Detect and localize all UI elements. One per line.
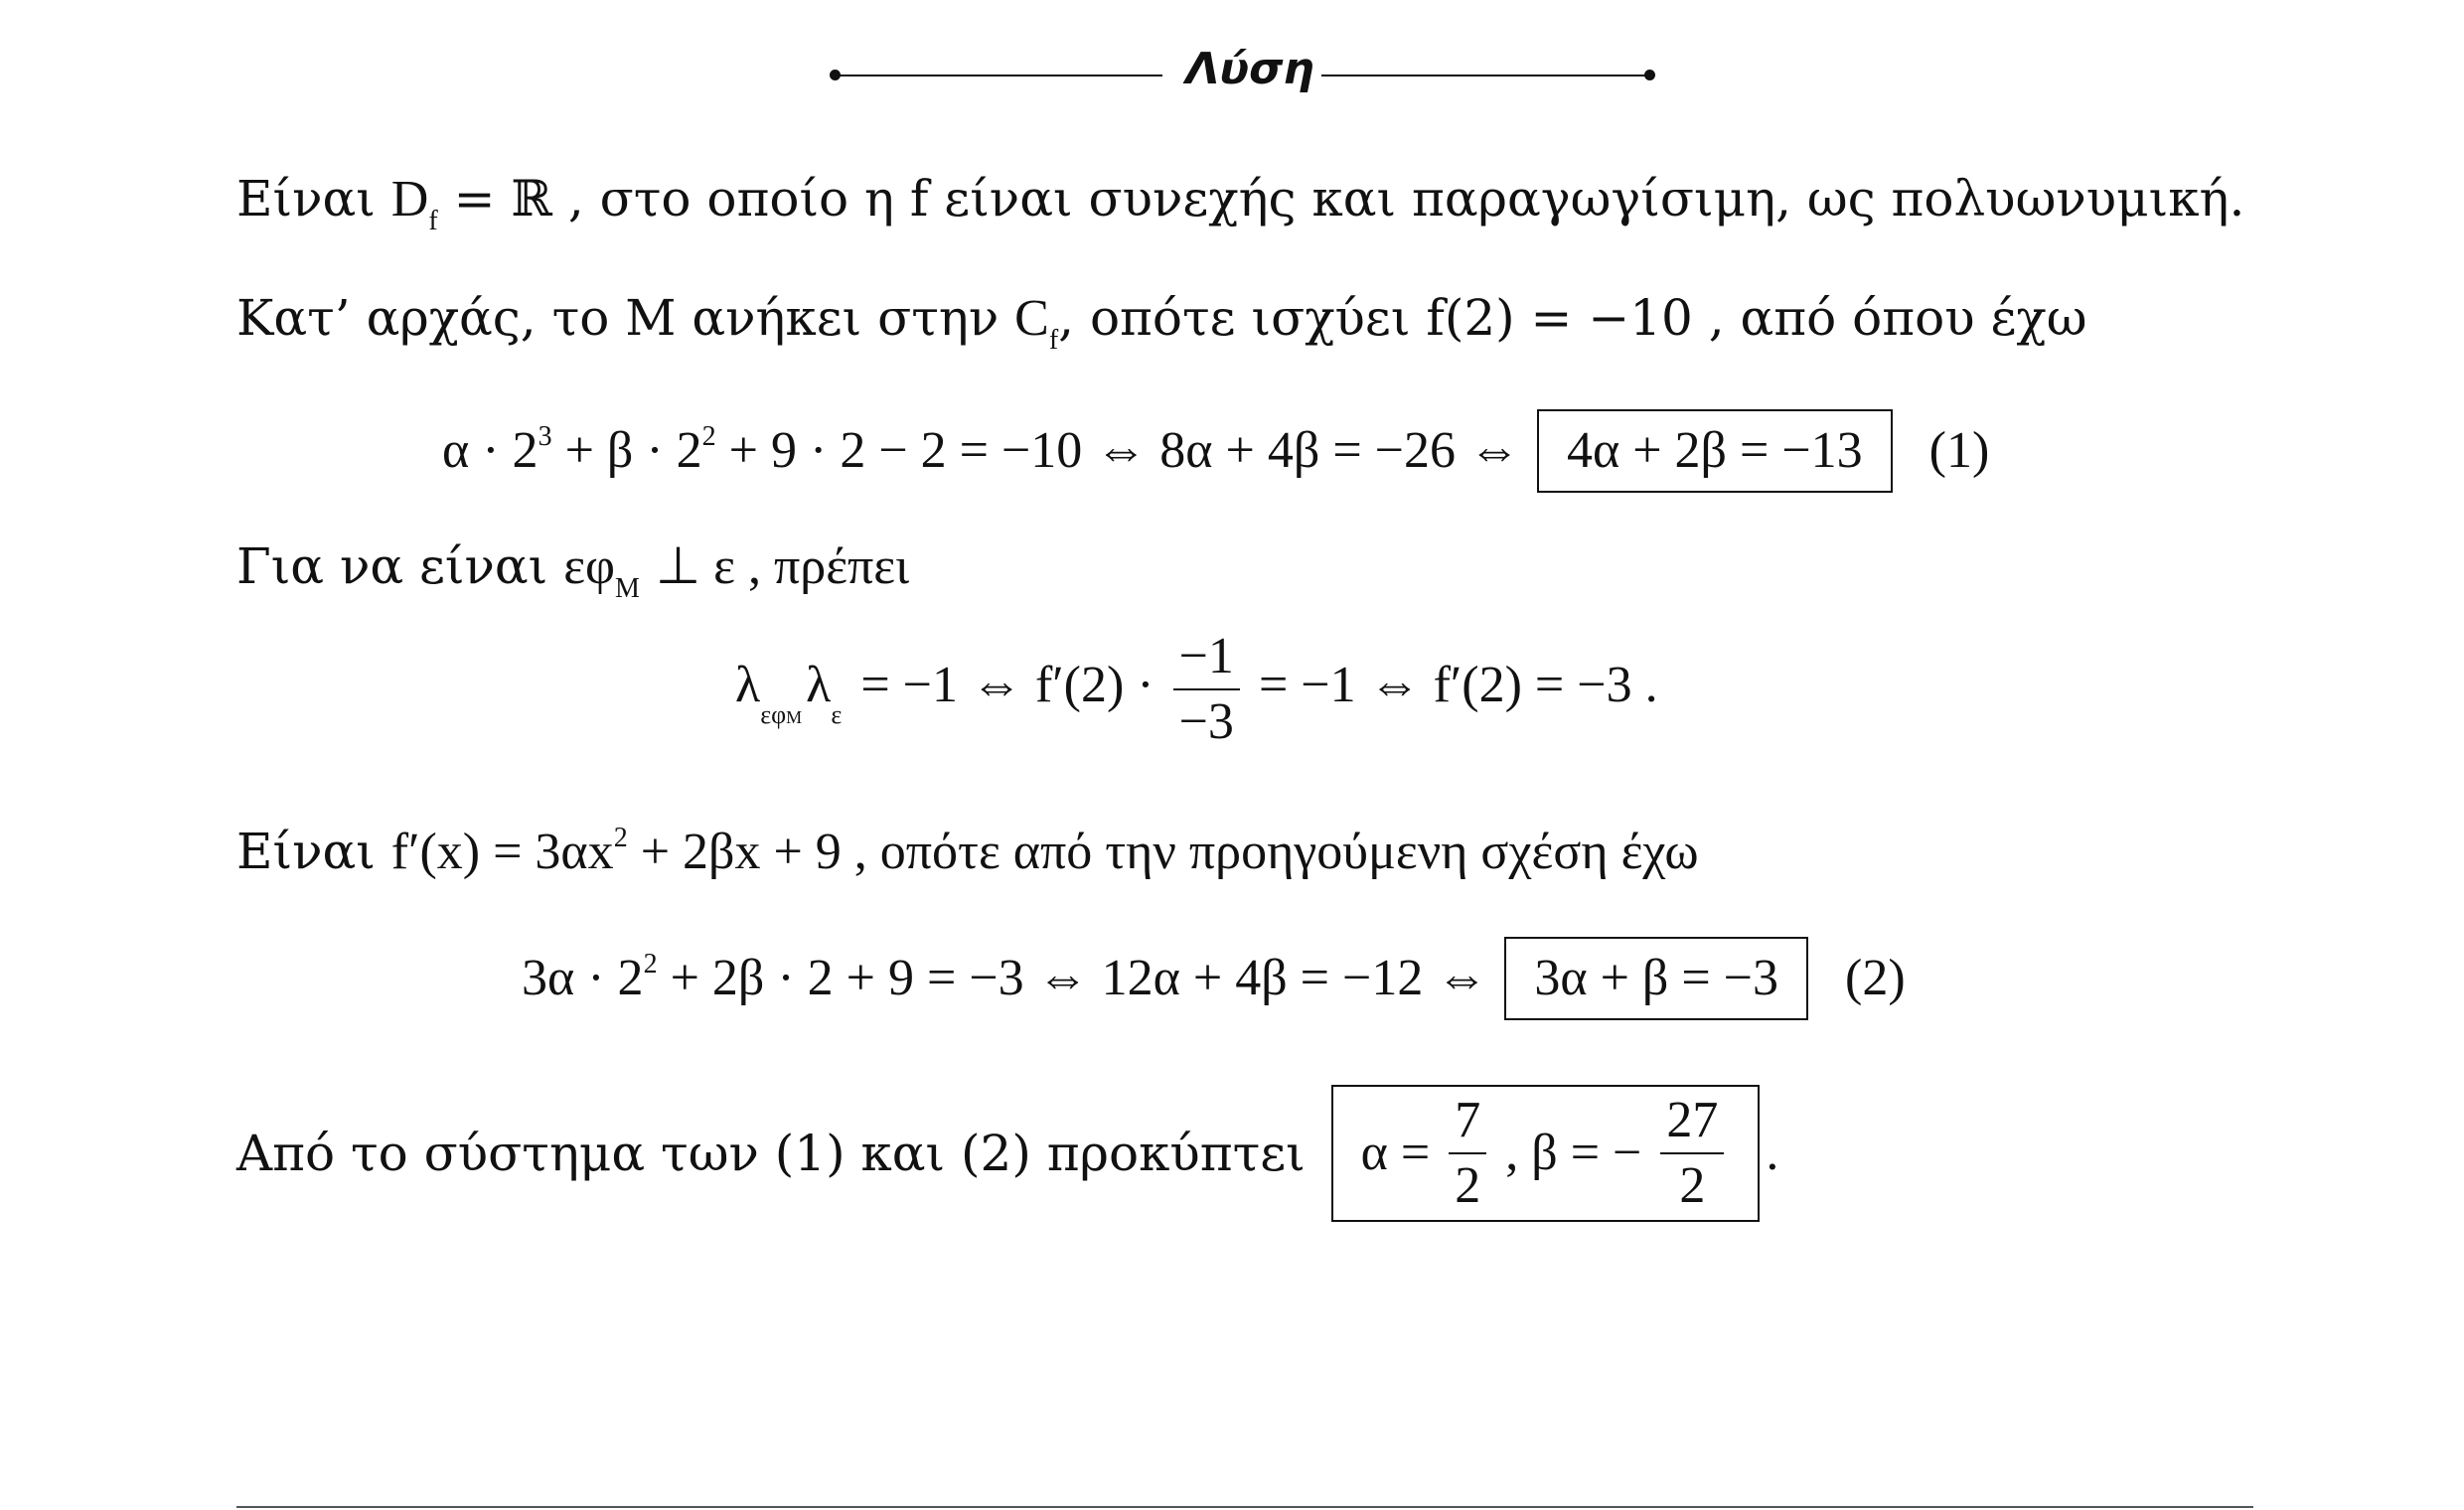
equation-2: $3\alpha \cdot 2^2 + 2\beta \cdot 2 + 9 = -3$ ⇔ 12α + 4β = −12 ⇔ 3α + β = −3 (2) — [522, 937, 1906, 1020]
paragraph-point-on-curve: Κατ’ αρχάς, το M ανήκει στην $C_f$, οπότε ισχύει f(2) = −10 , από όπου έχω — [236, 289, 2087, 356]
equation-tag-2: (2) — [1845, 950, 1906, 1006]
header-dot-right — [1644, 70, 1655, 80]
paragraph-conclusion: Από το σύστημα των (1) και (2) προκύπτει α = $\frac{7}{2}$ , β = − $\frac{27}{2}$ . — [236, 1085, 1778, 1222]
header-line-right — [1321, 75, 1649, 76]
section-title: Λύση — [1185, 44, 1314, 94]
paragraph-derivative: Είναι $f'(x) = 3\alpha x^2 + 2\beta x + 9$ , οπότε από την προηγούμενη σχέση έχω — [236, 823, 1699, 880]
paragraph-perpendicular: Για να είναι $\varepsilon\varphi_M$ ⊥ ε , πρέπει — [236, 537, 910, 604]
math-domain: $D_f$ — [390, 171, 438, 236]
fraction-slope: $\frac{-1}{-3}$ — [1173, 631, 1240, 748]
text: = ℝ , στο οποίο η f είναι συνεχής και παραγωγίσιμη, ως πολυωνυμική. — [453, 170, 2245, 227]
equation-slopes: $\lambda_{\varepsilon\varphi M}\lambda_\varepsilon = -1$ ⇔ f′(2) · $\frac{-1}{-3}$ = −1 ⇔ f′(2) = −3 . — [735, 628, 1658, 750]
header-line-left — [835, 75, 1162, 76]
bottom-rule — [236, 1506, 2253, 1508]
boxed-solution: α = $\frac{7}{2}$ , β = − $\frac{27}{2}$ — [1331, 1085, 1761, 1222]
boxed-result-1: 4α + 2β = −13 — [1537, 409, 1893, 493]
paragraph-domain — [236, 170, 2245, 236]
text: Είναι — [236, 170, 376, 227]
equation-tag-1: (1) — [1928, 422, 1990, 479]
boxed-result-2: 3α + β = −3 — [1504, 937, 1808, 1020]
equation-1: $\alpha \cdot 2^3 + \beta \cdot 2^2 + 9 \cdot 2 - 2 = -10$ ⇔ 8α + 4β = −26 ⇔ 4α + 2β = −13 (1) — [442, 409, 1989, 493]
